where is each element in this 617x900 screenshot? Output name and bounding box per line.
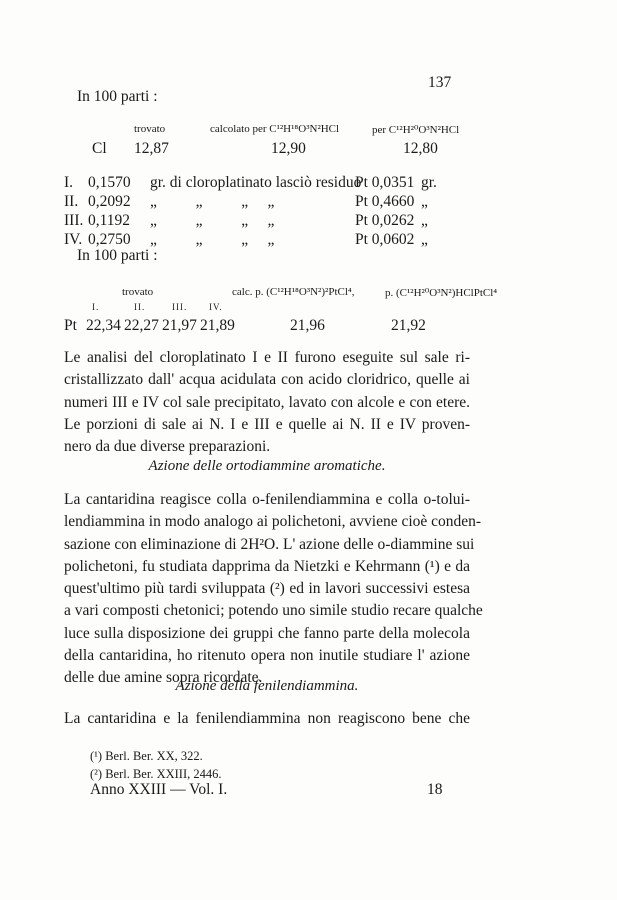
pt-value-4: 21,89 bbox=[200, 317, 235, 334]
pt-line-residue: Pt 0,0602 bbox=[355, 231, 415, 248]
pt-line-unit: „ bbox=[421, 193, 428, 210]
pt-line-text: „ „ „ „ bbox=[150, 231, 275, 248]
paragraph-line: sazione con eliminazione di 2H²O. L' azione delle o-diammine sui bbox=[64, 535, 475, 553]
pt-calc2: 21,92 bbox=[391, 317, 426, 334]
pt-line-weight: 0,2092 bbox=[88, 193, 131, 210]
section-heading-fenilendiammina: Azione della fenilendiammina. bbox=[175, 678, 359, 694]
header-calc1-1: calcolato per C¹²H¹⁸O³N²HCl bbox=[210, 123, 340, 135]
paragraph-line: lendiammina in modo analogo ai polichetoni, avviene cioè conden- bbox=[64, 513, 482, 531]
roman-2: II. bbox=[134, 302, 146, 312]
pt-line-number: IV. bbox=[64, 231, 83, 248]
cl-label: Cl bbox=[92, 140, 107, 157]
paragraph-1 bbox=[64, 347, 470, 458]
paragraph-2 bbox=[64, 489, 483, 690]
section-heading-ortodiammine: Azione delle ortodiammine aromatiche. bbox=[148, 458, 386, 474]
paragraph-line: a vari composti chetonici; potendo uno simile studio recare qualche bbox=[64, 602, 483, 620]
pt-line-residue: Pt 0,0351 bbox=[355, 174, 415, 191]
pt-value-2: 22,27 bbox=[124, 317, 159, 334]
pt-label: Pt bbox=[64, 317, 77, 334]
paragraph-line: La cantaridina reagisce colla o-fenilendiammina e colla o-tolui- bbox=[64, 491, 470, 508]
cl-calc2: 12,80 bbox=[403, 140, 438, 157]
pt-value-1: 22,34 bbox=[86, 317, 121, 334]
footnote-2: (²) Berl. Ber. XXIII, 2446. bbox=[90, 767, 222, 781]
page-number: 137 bbox=[428, 74, 452, 91]
cl-trovato: 12,87 bbox=[134, 140, 169, 157]
pt-line-text: „ „ „ „ bbox=[150, 212, 275, 229]
pt-line-unit: gr. bbox=[421, 174, 437, 191]
pt-line-weight: 0,1192 bbox=[88, 212, 131, 229]
pt-line-text: gr. di cloroplatinato lasciò residuo bbox=[150, 174, 362, 191]
paragraph-line: della cantaridina, ho ritenuto opera non inutile studiare l' azione bbox=[64, 647, 470, 665]
header-trovato-1: trovato bbox=[134, 123, 166, 135]
pt-line-number: III. bbox=[64, 212, 84, 229]
pt-value-3: 21,97 bbox=[162, 317, 197, 334]
pt-line-unit: „ bbox=[421, 212, 428, 229]
cl-calc1: 12,90 bbox=[271, 140, 306, 157]
intro-1: In 100 parti : bbox=[77, 88, 158, 105]
pt-line-weight: 0,2750 bbox=[88, 231, 131, 248]
footnote-1: (¹) Berl. Ber. XX, 322. bbox=[90, 749, 203, 763]
paragraph-3 bbox=[64, 708, 470, 730]
paragraph-line: numeri III e IV col sale precipitato, lavato con alcole e con etere. bbox=[64, 393, 470, 411]
paragraph-line: nero da due diverse preparazioni. bbox=[64, 438, 271, 456]
intro-2: In 100 parti : bbox=[77, 247, 158, 264]
paragraph-line: delle due amine sopra ricordate. bbox=[64, 669, 263, 687]
pt-line-number: I. bbox=[64, 174, 74, 191]
pt-line-unit: „ bbox=[421, 231, 428, 248]
pt-line-weight: 0,1570 bbox=[88, 174, 131, 191]
roman-4: IV. bbox=[209, 302, 223, 312]
pt-line-residue: Pt 0,4660 bbox=[355, 193, 415, 210]
footer-volume: Anno XXIII — Vol. I. bbox=[90, 781, 228, 798]
header-calc2-1: per C¹²H²⁰O³N²HCl bbox=[372, 124, 460, 136]
pt-line-text: „ „ „ „ bbox=[150, 193, 275, 210]
paragraph-line: quest'ultimo più tardi sviluppata (²) ed in lavori successivi estesa bbox=[64, 580, 470, 598]
paragraph-line: luce sulla disposizione dei gruppi che fanno parte della molecola bbox=[64, 624, 470, 642]
paragraph-line: La cantaridina e la fenilendiammina non reagiscono bene che bbox=[64, 710, 470, 727]
pt-calc1: 21,96 bbox=[290, 317, 325, 334]
footer-sheet-number: 18 bbox=[427, 781, 443, 798]
pt-line-residue: Pt 0,0262 bbox=[355, 212, 415, 229]
roman-1: I. bbox=[92, 302, 100, 312]
header-calc1-2: calc. p. (C¹²H¹⁸O³N²)²PtCl⁴, bbox=[232, 286, 355, 298]
paragraph-line: Le analisi del cloroplatinato I e II furono eseguite sul sale ri- bbox=[64, 349, 470, 366]
header-calc2-2: p. (C¹²H²⁰O³N²)HClPtCl⁴ bbox=[385, 287, 498, 299]
paragraph-line: cristallizzato dall' acqua acidulata con acido cloridrico, quelle ai bbox=[64, 371, 470, 389]
header-trovato-2: trovato bbox=[122, 286, 154, 298]
paragraph-line: polichetoni, fu studiata dapprima da Nietzki e Kehrmann (¹) e da bbox=[64, 557, 470, 575]
paragraph-line: Le porzioni di sale ai N. I e III e quelle ai N. II e IV proven- bbox=[64, 415, 470, 433]
roman-3: III. bbox=[172, 302, 188, 312]
pt-line-number: II. bbox=[64, 193, 79, 210]
